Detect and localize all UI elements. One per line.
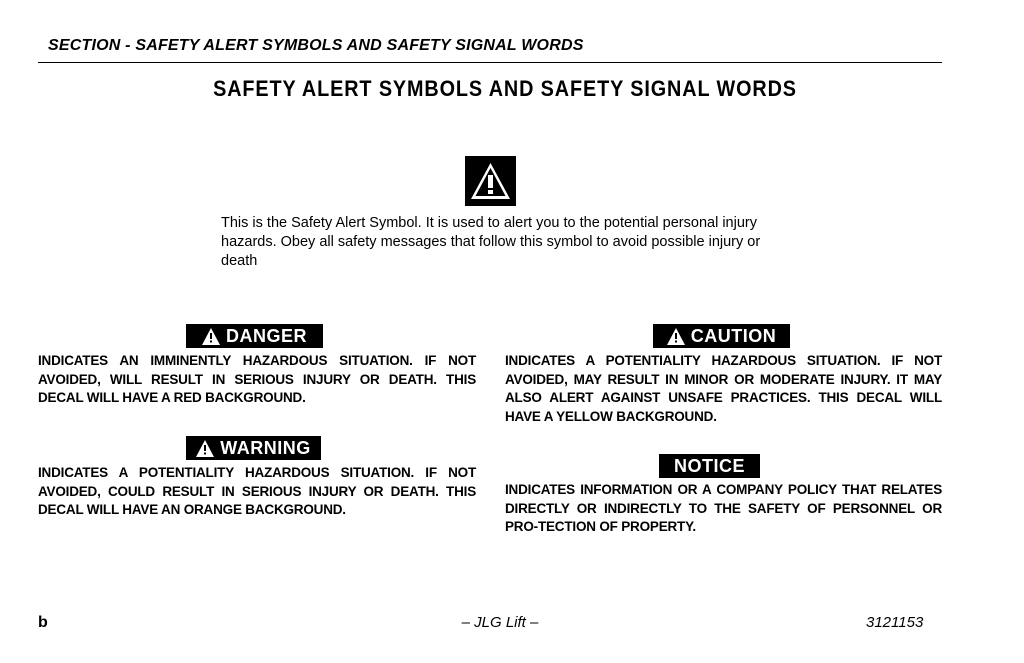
caution-label <box>653 324 790 348</box>
safety-alert-description: This is the Safety Alert Symbol. It is used to alert you to the potential personal injury hazards. Obey all safety messages that follow this symbol to avoid possible injury or death <box>221 215 761 269</box>
danger-label <box>186 324 323 348</box>
warning-triangle-icon <box>202 328 220 345</box>
section-header: SECTION - SAFETY ALERT SYMBOLS AND SAFETY SIGNAL WORDS <box>48 37 584 54</box>
notice-label <box>659 454 760 478</box>
warning-triangle-icon <box>196 440 214 457</box>
notice-label-text: NOTICE <box>673 455 745 476</box>
danger-label-text: DANGER <box>225 325 307 346</box>
footer-document-number: 3121153 <box>866 614 924 631</box>
warning-label <box>186 436 321 460</box>
page-title: SAFETY ALERT SYMBOLS AND SAFETY SIGNAL WORDS <box>213 76 797 101</box>
warning-label-text: WARNING <box>220 437 311 458</box>
warning-triangle-icon <box>667 328 685 345</box>
notice-description: INDICATES INFORMATION OR A COMPANY POLICY THAT RELATES DIRECTLY OR INDIRECTLY TO THE SAFETY OF PERSONNEL OR PRO-TECTION OF PROPERTY. <box>505 482 942 534</box>
danger-description: INDICATES AN IMMINENTLY HAZARDOUS SITUATION. IF NOT AVOIDED, WILL RESULT IN SERIOUS INJURY OR DEATH. THIS DECAL WILL HAVE A RED BACKGROUND. <box>38 353 476 405</box>
safety-alert-triangle-icon <box>465 156 516 206</box>
caution-label-text: CAUTION <box>690 325 777 346</box>
footer-page-letter: b <box>38 614 48 631</box>
warning-description: INDICATES A POTENTIALITY HAZARDOUS SITUATION. IF NOT AVOIDED, COULD RESULT IN SERIOUS INJURY OR DEATH. THIS DECAL WILL HAVE AN ORANGE BACKGROUND. <box>38 465 476 517</box>
footer-publisher: – JLG Lift – <box>461 614 539 631</box>
caution-description: INDICATES A POTENTIALITY HAZARDOUS SITUATION. IF NOT AVOIDED, MAY RESULT IN MINOR OR MODERATE INJURY. IT MAY ALSO ALERT AGAINST UNSAFE PRACTICES. THIS DECAL WILL HAVE A YELLOW BACKGROUND. <box>505 353 942 424</box>
header-divider <box>38 62 942 63</box>
